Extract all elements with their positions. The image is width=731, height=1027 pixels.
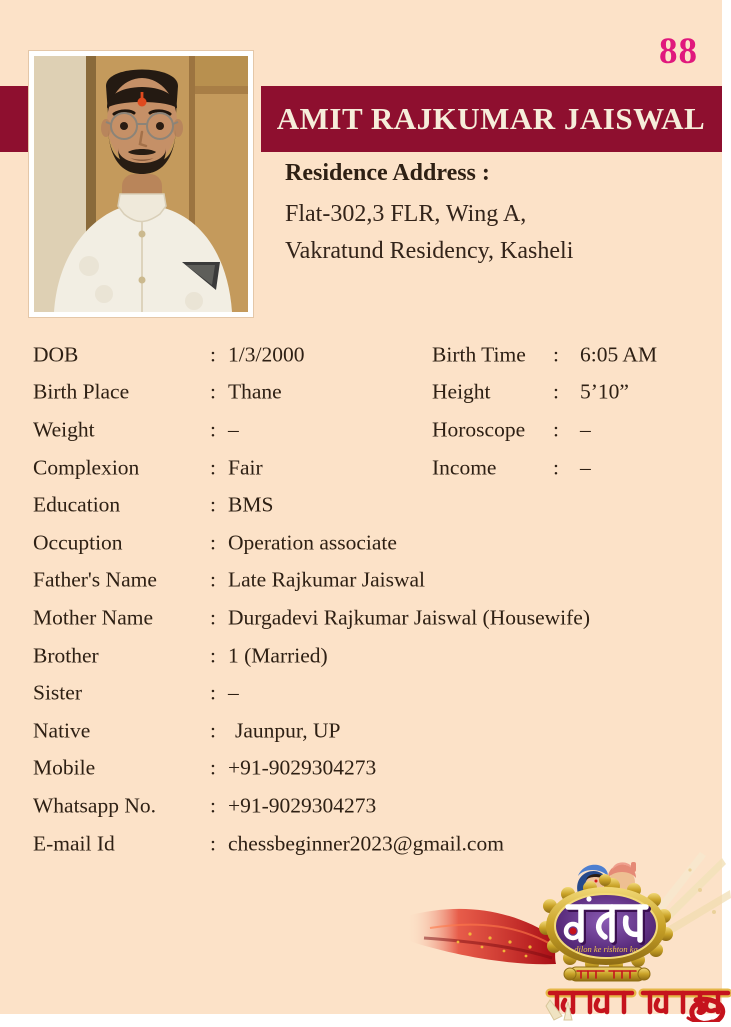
field-label: Whatsapp No. — [33, 793, 156, 818]
table-row: Brother : 1 (Married) — [33, 643, 328, 668]
field-label: Mother Name — [33, 605, 154, 630]
field-label: Weight — [33, 417, 95, 442]
table-row: Weight : – Horoscope : – — [33, 417, 591, 442]
field-label: Native — [33, 718, 91, 743]
residence-address — [285, 160, 715, 270]
table-row: Education : BMS — [33, 492, 274, 517]
table-row: Occuption : Operation associate — [33, 530, 397, 555]
field-label: Birth Time — [432, 342, 526, 367]
field-value: +91-9029304273 — [228, 755, 377, 780]
field-label: Horoscope — [432, 417, 526, 442]
field-value: Late Rajkumar Jaiswal — [228, 567, 426, 592]
field-value: 5’10” — [580, 379, 629, 404]
table-row: Birth Place : Thane Height : 5’10” — [33, 379, 629, 404]
profile-photo-illustration — [34, 56, 248, 312]
table-row: Mother Name : Durgadevi Rajkumar Jaiswal (Housewife) — [33, 605, 591, 630]
field-label: Height — [432, 379, 491, 404]
field-label: Mobile — [33, 755, 96, 780]
field-value: Operation associate — [228, 530, 397, 555]
table-row: Whatsapp No. : +91-9029304273 — [33, 793, 377, 818]
field-value: BMS — [228, 492, 274, 517]
field-value: Thane — [228, 379, 282, 404]
field-value: – — [580, 455, 591, 480]
address-title: Residence Address : — [285, 160, 490, 186]
field-label: Income — [432, 455, 497, 480]
table-row: Complexion : Fair Income : – — [33, 455, 591, 480]
person-name: AMIT RAJKUMAR JAISWAL — [276, 101, 706, 136]
field-label: Brother — [33, 643, 99, 668]
field-value: – — [580, 417, 591, 442]
field-value: – — [228, 417, 239, 442]
field-value: 1 (Married) — [228, 643, 328, 668]
table-row: Mobile : +91-9029304273 — [33, 755, 377, 780]
field-value: Fair — [228, 455, 263, 480]
field-label: E-mail Id — [33, 831, 115, 856]
field-label: Occuption — [33, 530, 123, 555]
field-value: +91-9029304273 — [228, 793, 377, 818]
profile-photo — [28, 50, 254, 318]
table-row: DOB : 1/3/2000 Birth Time : 6:05 AM — [33, 342, 658, 367]
field-value: 1/3/2000 — [228, 342, 305, 367]
field-value: – — [228, 680, 239, 705]
bandhan-logo-graphic — [400, 850, 731, 1022]
details-table — [33, 336, 722, 862]
field-value: 6:05 AM — [580, 342, 658, 367]
table-row: E-mail Id : chessbeginner2023@gmail.com — [33, 831, 504, 856]
profile-number: 88 — [659, 31, 698, 72]
field-label: DOB — [33, 342, 79, 367]
table-row: Native : Jaunpur, UP — [33, 718, 341, 743]
address-line-2: Vakratund Residency, Kasheli — [285, 238, 574, 264]
table-row: Father's Name : Late Rajkumar Jaiswal — [33, 567, 426, 592]
field-label: Education — [33, 492, 121, 517]
bandhan-logo — [400, 850, 731, 1022]
logo-badge — [564, 967, 650, 981]
address-line-1: Flat-302,3 FLR, Wing A, — [285, 201, 527, 227]
logo-tagline: dilon ke rishton ka — [574, 944, 638, 954]
table-row: Sister : – — [33, 680, 239, 705]
field-label: Father's Name — [33, 567, 157, 592]
field-value: Durgadevi Rajkumar Jaiswal (Housewife) — [228, 605, 591, 630]
field-label: Sister — [33, 680, 82, 705]
field-label: Birth Place — [33, 379, 130, 404]
field-value: Jaunpur, UP — [235, 718, 341, 743]
field-value: chessbeginner2023@gmail.com — [228, 831, 504, 856]
gold-frame — [539, 874, 673, 972]
red-ribbon — [406, 909, 556, 964]
field-label: Complexion — [33, 455, 140, 480]
